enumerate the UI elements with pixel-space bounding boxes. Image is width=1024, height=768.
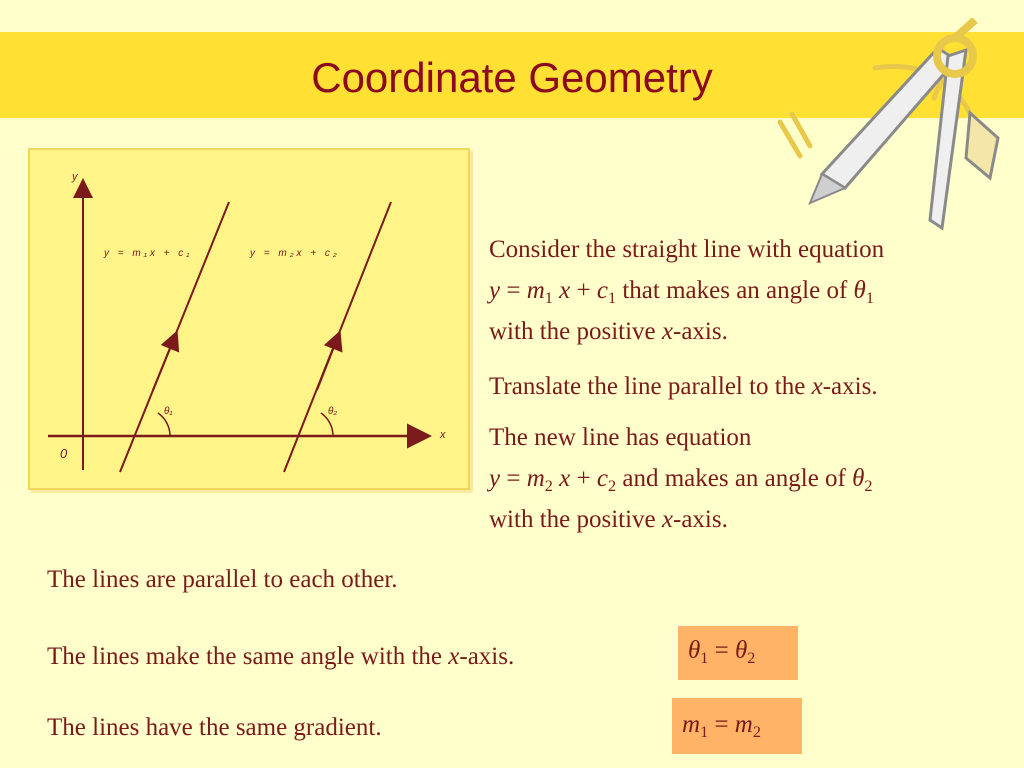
- equals-sign: =: [708, 637, 736, 664]
- line-2-equation: y = m₂x + c₂: [250, 248, 340, 259]
- paragraph-3: [489, 417, 1009, 540]
- var-x: x: [552, 465, 571, 492]
- subscript: 1: [544, 288, 553, 307]
- p3-text: and makes an angle of: [616, 465, 853, 492]
- var-m: m: [682, 711, 701, 738]
- var-theta: θ: [853, 277, 866, 304]
- statement-same-gradient: The lines have the same gradient.: [47, 714, 382, 741]
- var-x: x: [552, 277, 571, 304]
- var-x: x: [448, 643, 460, 670]
- x-axis-label: x: [440, 429, 446, 441]
- equals-sign: =: [500, 277, 527, 304]
- var-c: c: [596, 277, 608, 304]
- paragraph-2: [489, 366, 1009, 407]
- subscript: 2: [747, 648, 756, 667]
- subscript: 1: [865, 288, 874, 307]
- equals-sign: =: [500, 465, 527, 492]
- statement-text: The lines make the same angle with the: [47, 643, 449, 670]
- p1-line-2: [489, 270, 1009, 311]
- subscript: 1: [700, 722, 709, 741]
- plus-sign: +: [570, 465, 597, 492]
- origin-label: 0: [60, 446, 68, 461]
- statement-same-angle: [47, 641, 514, 673]
- var-m: m: [526, 465, 545, 492]
- p2-text: -axis.: [822, 373, 878, 400]
- p1-text: with the positive: [489, 318, 662, 345]
- var-x: x: [661, 318, 674, 345]
- subscript: 1: [700, 648, 709, 667]
- subscript: 1: [607, 288, 617, 307]
- p3-text: with the positive: [489, 506, 662, 533]
- parallel-lines-diagram: [30, 150, 472, 492]
- diagram-panel: [28, 148, 470, 490]
- var-theta: θ: [735, 637, 748, 664]
- p3-text: -axis.: [673, 506, 728, 533]
- p3-line-2: [489, 458, 1009, 499]
- p3-line-3: [489, 499, 1009, 540]
- var-y: y: [489, 465, 501, 492]
- compass-icon: [770, 18, 1010, 238]
- var-x: x: [661, 506, 674, 533]
- page-title: Coordinate Geometry: [311, 54, 713, 101]
- var-y: y: [489, 277, 501, 304]
- explanation-text: [489, 229, 1009, 540]
- paragraph-1: [489, 229, 1009, 352]
- var-theta: θ: [688, 637, 701, 664]
- equals-sign: =: [708, 711, 735, 738]
- line-2-arrow: [317, 334, 339, 390]
- subscript: 2: [752, 722, 761, 741]
- p1-text: -axis.: [673, 318, 728, 345]
- subscript: 2: [864, 476, 873, 495]
- p3-line-1: The new line has equation: [489, 424, 752, 451]
- angle-2-label: θ₂: [328, 406, 338, 417]
- var-m: m: [734, 711, 753, 738]
- subscript: 2: [607, 476, 617, 495]
- p2-text: Translate the line parallel to the: [489, 373, 812, 400]
- theta-equality-box: [678, 626, 798, 680]
- var-c: c: [596, 465, 608, 492]
- p1-line-3: [489, 311, 1009, 352]
- var-x: x: [811, 373, 823, 400]
- p1-text: that makes an angle of: [616, 277, 854, 304]
- var-theta: θ: [852, 465, 865, 492]
- angle-1-label: θ₁: [164, 406, 173, 417]
- statement-parallel: The lines are parallel to each other.: [47, 566, 398, 593]
- subscript: 2: [544, 476, 553, 495]
- y-axis-label: y: [72, 171, 78, 183]
- var-m: m: [526, 277, 545, 304]
- p1-line-1: Consider the straight line with equation: [489, 236, 885, 263]
- gradient-equality-box: [672, 698, 802, 754]
- statement-text: -axis.: [459, 643, 515, 670]
- line-1-equation: y = m₁x + c₁: [104, 248, 193, 259]
- plus-sign: +: [570, 277, 597, 304]
- line-1-arrow: [153, 334, 176, 390]
